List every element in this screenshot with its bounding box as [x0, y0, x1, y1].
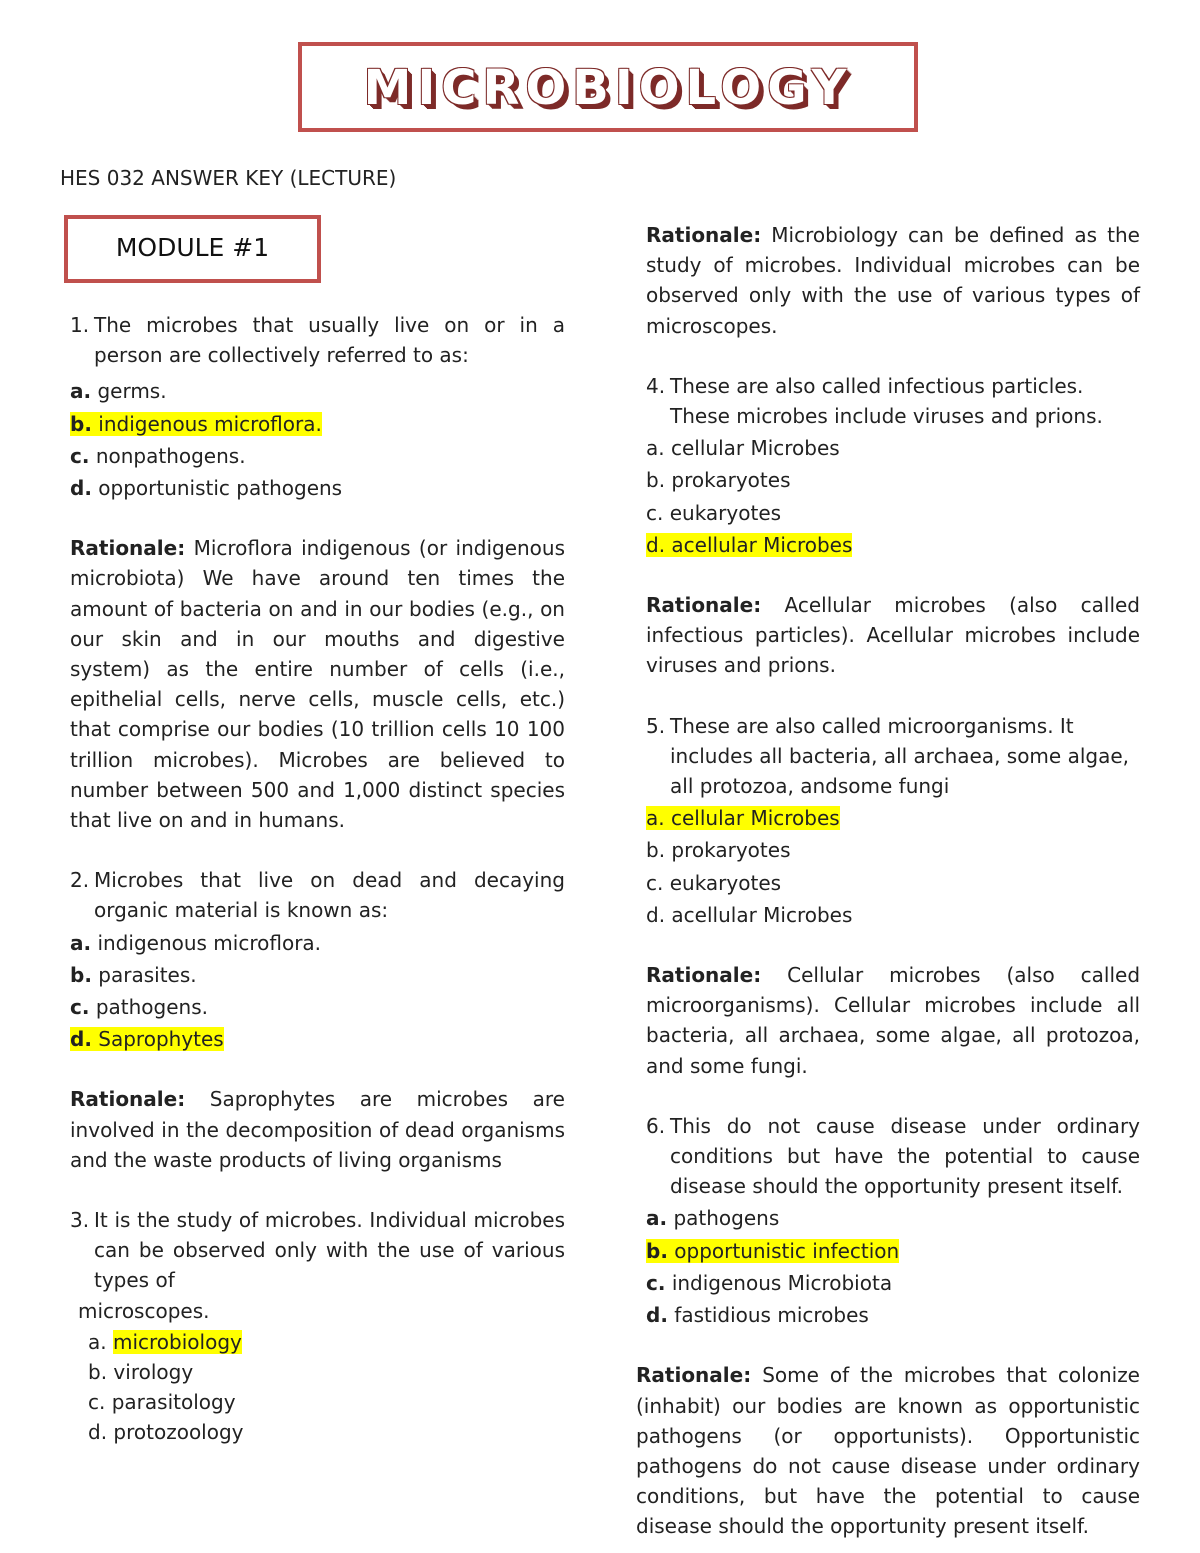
option-text: parasites. [98, 962, 197, 987]
rationale-label: Rationale: [646, 223, 762, 247]
option [70, 960, 565, 990]
question-text: It is the study of microbes. Individual microbes can be observed only with the use of various types of [94, 1208, 565, 1293]
question-number: 6. [646, 1113, 666, 1138]
option [70, 473, 565, 503]
option [88, 1418, 565, 1446]
option-text: germs. [97, 379, 167, 404]
rationale-label: Rationale: [70, 536, 186, 561]
option-text: virology [113, 1359, 194, 1384]
option-correct [646, 530, 1140, 560]
question-3 [70, 1205, 565, 1296]
option-text: indigenous microflora. [98, 411, 322, 436]
question-number: 4. [646, 373, 666, 398]
question-number: 5. [646, 713, 666, 738]
option [646, 498, 1140, 528]
module-box [64, 215, 321, 283]
rationale [646, 590, 1140, 681]
option [646, 1268, 1140, 1298]
question-5 [646, 711, 1140, 802]
option [70, 928, 565, 958]
option-letter: b. [88, 1359, 108, 1384]
option [70, 992, 565, 1022]
option [646, 835, 1140, 865]
option-letter: c. [88, 1389, 106, 1414]
option-letter: c. [70, 995, 90, 1020]
option-text: eukaryotes [669, 500, 782, 525]
option-text: indigenous microflora. [97, 930, 322, 955]
option [646, 868, 1140, 898]
option-letter: c. [646, 870, 664, 895]
rationale [646, 960, 1140, 1081]
option-text: Saprophytes [98, 1027, 224, 1052]
option-text: cellular Microbes [670, 436, 840, 461]
page-title: MICROBIOLOGY [363, 60, 853, 116]
option [646, 433, 1140, 463]
option [646, 1203, 1140, 1233]
option-text: cellular Microbes [670, 806, 840, 831]
option [88, 1358, 565, 1386]
option-text: opportunistic infection [674, 1238, 900, 1263]
option-text: pathogens. [95, 995, 208, 1020]
question-text: The microbes that usually live on or in a person are collectively referred to as: [94, 313, 565, 368]
option-text: fastidious microbes [674, 1303, 869, 1328]
question-2 [70, 865, 565, 925]
course-heading: HES 032 ANSWER KEY (LECTURE) [60, 166, 397, 190]
option-text: prokaryotes [671, 468, 791, 493]
option [70, 376, 565, 406]
question-1 [70, 310, 565, 370]
option-text: pathogens [673, 1206, 780, 1231]
question-text: Microbes that live on dead and decaying organic material is known as: [94, 868, 565, 923]
option [646, 465, 1140, 495]
option-text: prokaryotes [671, 838, 791, 863]
option-letter: c. [646, 1270, 666, 1295]
rationale-label: Rationale: [646, 963, 762, 988]
option-letter: d. [646, 1303, 668, 1328]
question-text: This do not cause disease under ordinary conditions but have the potential to cause disease should the opportunity present itself. [670, 1113, 1140, 1199]
question-text: These are also called microorganisms. It includes all bacteria, all archaea, some algae, all protozoa, andsome fungi [670, 713, 1130, 799]
option-text: parasitology [111, 1389, 236, 1414]
option-letter: c. [70, 443, 90, 468]
rationale-text: Microflora indigenous (or indigenous microbiota) We have around ten times the amount of bacteria on and in our bodies (e.g., on our skin and in our mouths and digestive system) as the entire number of cells (i.e., epithelial cells, nerve cells, muscle cells, etc.) that comprise our bodies (10 trillion cells 10 100 trillion microbes). Microbes are believed to number between 500 and 1,000 distinct species that live on and in humans. [70, 536, 566, 833]
question-number: 1. [70, 313, 90, 337]
option-text: nonpathogens. [95, 443, 246, 468]
option-letter: d. [88, 1419, 108, 1444]
rationale [636, 1360, 1140, 1541]
rationale-label: Rationale: [636, 1363, 752, 1388]
rationale-text: Cellular microbes (also called microorganisms). Cellular microbes include all bacteria, all archaea, some algae, all protozoa, and some fungi. [646, 963, 1141, 1078]
option-correct [70, 1024, 565, 1054]
option-letter: d. [70, 1027, 92, 1052]
rationale [70, 533, 565, 835]
option-letter: a. [70, 379, 92, 404]
option-letter: a. [646, 436, 665, 461]
option-correct [646, 803, 1140, 833]
option-letter: d. [646, 532, 666, 557]
option [70, 441, 565, 471]
rationale-text: Some of the microbes that colonize (inhabit) our bodies are known as opportunistic pathogens (or opportunists). Opportunistic pathogens do not cause disease under ordinary conditions, but have the potential to cause disease should the opportunity present itself. [636, 1363, 1140, 1539]
option-letter: b. [70, 411, 92, 436]
option-letter: d. [646, 902, 666, 927]
rationale [646, 220, 1140, 341]
option-letter: c. [646, 500, 664, 525]
option-text: microbiology [112, 1329, 242, 1354]
option-text: acellular Microbes [671, 902, 853, 927]
rationale-text: Acellular microbes (also called infectious particles). Acellular microbes include viruses and prions. [646, 593, 1141, 678]
question-text: These are also called infectious particles. These microbes include viruses and prions. [670, 373, 1103, 429]
option-letter: d. [70, 476, 92, 501]
question-6 [646, 1111, 1140, 1202]
question-4 [646, 371, 1140, 431]
option-letter: a. [646, 806, 665, 831]
option-correct [70, 409, 565, 439]
right-column [636, 220, 1141, 1542]
option-letter: a. [88, 1329, 107, 1354]
option [646, 1300, 1140, 1330]
option-text: opportunistic pathogens [98, 476, 343, 501]
question-number: 2. [70, 868, 90, 893]
option-letter: a. [646, 1206, 668, 1231]
question-number: 3. [70, 1208, 90, 1233]
option-letter: b. [646, 1238, 668, 1263]
module-heading: MODULE #1 [115, 233, 270, 262]
option-correct [88, 1328, 565, 1356]
question-text-cont: microscopes. [78, 1298, 210, 1323]
rationale [70, 1084, 565, 1175]
option-text: acellular Microbes [671, 532, 853, 557]
option-letter: b. [646, 838, 666, 863]
option-letter: a. [70, 930, 92, 955]
rationale-label: Rationale: [70, 1087, 186, 1112]
option-correct [646, 1236, 1140, 1266]
option-text: protozoology [113, 1419, 244, 1444]
rationale-label: Rationale: [646, 593, 762, 618]
rationale-text: Microbiology can be defined as the study of microbes. Individual microbes can be observed only with the use of various types of microscopes. [646, 223, 1140, 338]
title-box [298, 42, 918, 132]
option-text: eukaryotes [669, 870, 782, 895]
rationale-text: Saprophytes are microbes are involved in the decomposition of dead organisms and the waste products of living organisms [70, 1087, 565, 1172]
left-column [70, 310, 565, 1448]
option [646, 900, 1140, 930]
option-letter: b. [70, 962, 92, 987]
option-text: indigenous Microbiota [671, 1270, 893, 1295]
option-letter: b. [646, 468, 666, 493]
option [88, 1388, 565, 1416]
